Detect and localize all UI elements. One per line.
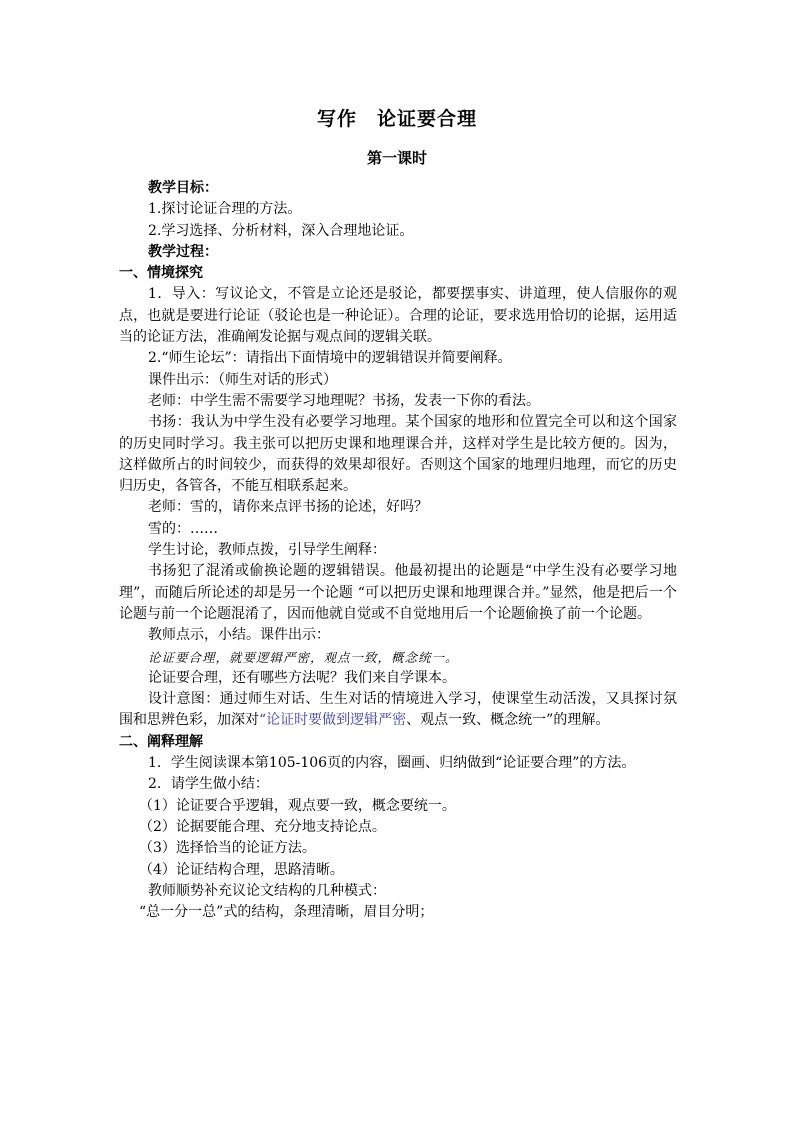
courseware-line: 课件出示：（师生对话的形式） <box>148 371 337 388</box>
design-intent-highlight: “论证时要做到逻辑严密 <box>259 712 407 729</box>
design-intent-paragraph <box>119 689 677 732</box>
page-title: 写作 论证要合理 <box>316 108 477 130</box>
summary-task: 2．请学生做小结： <box>148 776 269 793</box>
design-intent-text-b: 、观点一致、概念统一”的理解。 <box>406 712 610 729</box>
process-heading: 教学过程： <box>148 243 218 260</box>
design-intent-text-a: 设计意图：通过师生对话、生生对话的情境进入学习，使课堂生动活泼，又具探讨氛围和思辨色彩，加深对 <box>119 691 677 729</box>
reading-task: 1．学生阅读课本第105-106页的内容，圈画、归纳做到“论证要合理”的方法。 <box>148 755 636 772</box>
summary-point-4: （4）论证结构合理，思路清晰。 <box>139 861 344 878</box>
document-body <box>119 178 677 923</box>
discussion-line: 学生讨论，教师点拨，引导学生阐释： <box>148 542 386 559</box>
goal-item-1: 1.探讨论证合理的方法。 <box>148 201 302 218</box>
intro-paragraph: 1．导入：写议论文，不管是立论还是驳论，都要摆事实、讲道理，使人信服你的观点，也就是要进行论证（驳论也是一种论证）。合理的论证，要求选用恰切的论据，运用适当的论证方法，准确阐发论据与观点间的逻辑关联。 <box>119 286 677 346</box>
teacher-request: 老师：雪的，请你来点评书扬的论述，好吗？ <box>148 499 428 516</box>
handwritten-summary: 论证要合理，就要逻辑严密，观点一致，概念统一。 <box>148 649 459 665</box>
shuyang-response: 书扬：我认为中学生没有必要学习地理。某个国家的地形和位置完全可以和这个国家的历史同时学习。我主张可以把历史课和地理课合并，这样对学生是比较方便的。因为，这样做所占的时间较少，而获得的效果却很好。否则这个国家的地理归地理，而它的历史归历史，各管各，不能互相联系起来。 <box>119 414 677 495</box>
summary-point-3: （3）选择恰当的论证方法。 <box>139 840 316 857</box>
explanation-paragraph: 书扬犯了混淆或偷换论题的逻辑错误。他最初提出的论题是“中学生没有必要学习地理”，而随后所论述的却是另一个论题 “可以把历史课和地理课合并。”显然，他是把后一个论题与前一个论题混淆了，因而他就自觉或不自觉地用后一个论题偷换了前一个论题。 <box>119 563 677 622</box>
summary-point-1: （1）论证要合乎逻辑，观点要一致，概念要统一。 <box>139 797 456 814</box>
supplement-line: 教师顺势补充议论文结构的几种模式： <box>148 882 386 899</box>
structure-mode-1: “总一分一总”式的结构，条理清晰，眉目分明； <box>139 904 434 921</box>
section1-heading: 一、情境探究 <box>119 265 203 282</box>
goals-heading: 教学目标： <box>148 180 218 196</box>
teacher-question: 老师：中学生需不需要学习地理呢？书扬，发表一下你的看法。 <box>148 392 540 409</box>
lesson-subtitle: 第一课时 <box>366 149 427 167</box>
method-question: 论证要合理，还有哪些方法呢？我们来自学课本。 <box>148 669 456 686</box>
summary-intro: 教师点示，小结。课件出示： <box>148 627 330 644</box>
summary-point-2: （2）论据要能合理、充分地支持论点。 <box>139 818 386 835</box>
section2-heading: 二、阐释理解 <box>119 733 203 750</box>
xue-response: 雪的：…… <box>148 520 218 537</box>
goal-item-2: 2.学习选择、分析材料，深入合理地论证。 <box>148 222 414 239</box>
forum-paragraph: 2.“师生论坛”：请指出下面情境中的逻辑错误并简要阐释。 <box>148 350 512 367</box>
